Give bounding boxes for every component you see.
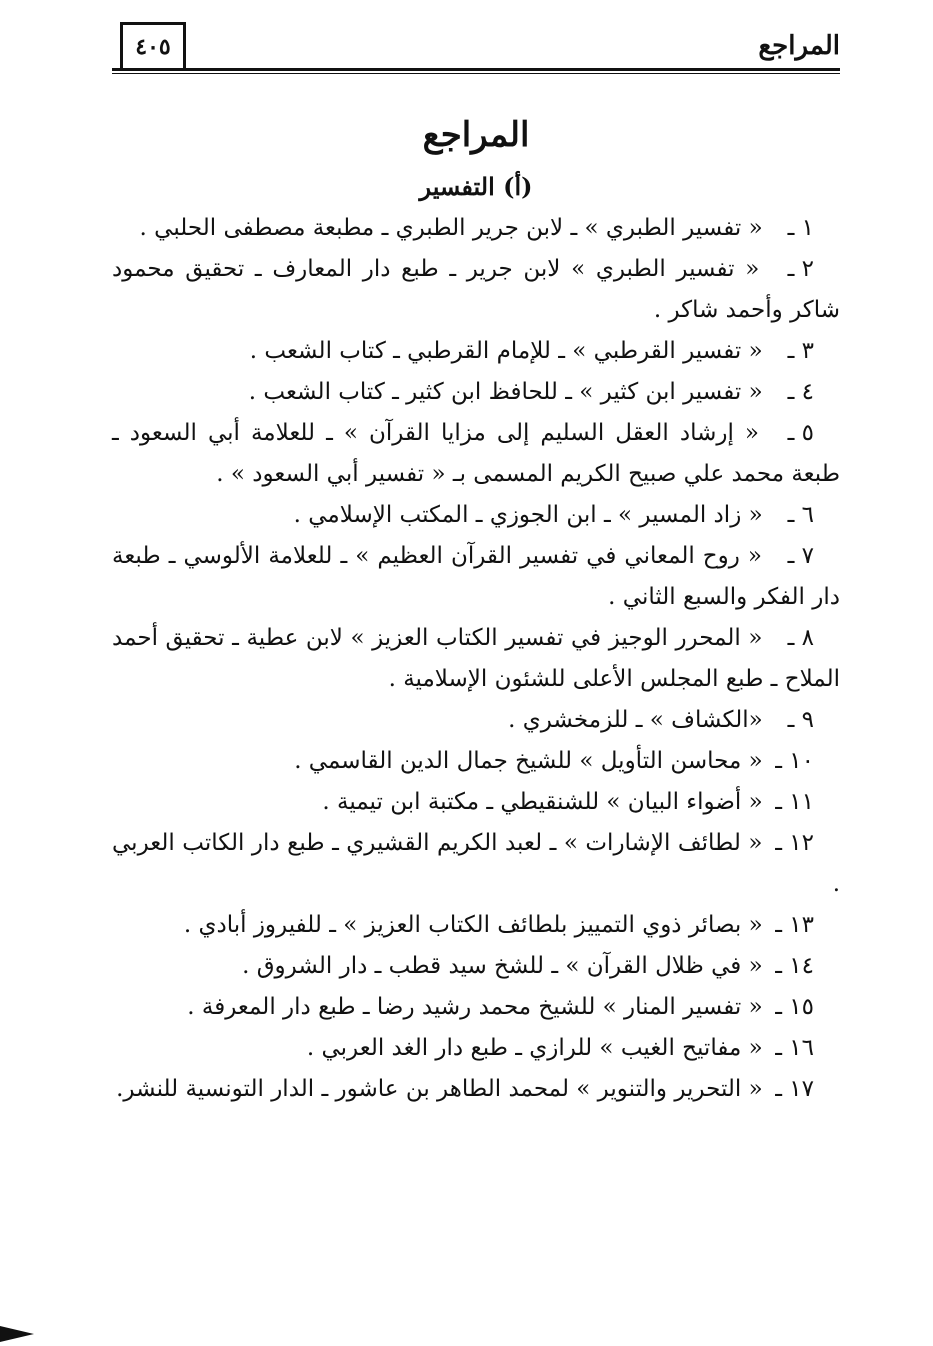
reference-item — [112, 413, 840, 495]
reference-number: ١٣ ـ — [775, 912, 814, 938]
reference-number: ٣ ـ — [787, 338, 814, 364]
reference-text: « أضواء البيان » للشنقيطي ـ مكتبة ابن تيمية . — [322, 789, 763, 815]
reference-item — [112, 946, 840, 987]
reference-item — [112, 741, 840, 782]
reference-text: « تفسير القرطبي » ـ للإمام القرطبي ـ كتاب الشعب . — [249, 338, 763, 364]
reference-item — [112, 823, 840, 905]
reference-number: ١٠ ـ — [775, 748, 814, 774]
reference-item — [112, 536, 840, 618]
reference-number: ١٦ ـ — [775, 1035, 814, 1061]
reference-text: « بصائر ذوي التمييز بلطائف الكتاب العزيز » ـ للفيروز أبادي . — [183, 912, 763, 938]
reference-number: ٨ ـ — [787, 625, 815, 651]
reference-number: ١٥ ـ — [775, 994, 814, 1020]
reference-number: ١٧ ـ — [775, 1076, 814, 1102]
page-title: المراجع — [422, 115, 530, 155]
reference-item — [112, 1028, 840, 1069]
reference-text: « روح المعاني في تفسير القرآن العظيم » ـ للعلامة الألوسي ـ طبعة دار الفكر والسبع الثاني . — [112, 543, 840, 610]
reference-text: « تفسير الطبري » ـ لابن جرير الطبري ـ مطبعة مصطفى الحلبي . — [139, 215, 763, 241]
header-rule-thin — [112, 73, 840, 74]
reference-item — [112, 618, 840, 700]
page-content — [112, 110, 840, 1110]
reference-text: « المحرر الوجيز في تفسير الكتاب العزيز » لابن عطية ـ تحقيق أحمد الملاح ـ طبع المجلس الأعلى للشئون الإسلامية . — [112, 625, 840, 692]
reference-text: « زاد المسير » ـ ابن الجوزي ـ المكتب الإسلامي . — [293, 502, 763, 528]
reference-item — [112, 208, 840, 249]
reference-text: « التحرير والتنوير » لمحمد الطاهر بن عاشور ـ الدار التونسية للنشر. — [116, 1076, 763, 1102]
reference-number: ٦ ـ — [787, 502, 814, 528]
reference-number: ٤ ـ — [787, 379, 814, 405]
section-title: (أ) التفسير — [419, 172, 533, 201]
reference-text: « محاسن التأويل » للشيخ جمال الدين القاسمي . — [294, 748, 763, 774]
reference-text: « تفسير الطبري » لابن جرير ـ طبع دار المعارف ـ تحقيق محمود شاكر وأحمد شاكر . — [112, 256, 840, 323]
page-number: ٤٠٥ — [120, 22, 186, 68]
reference-item — [112, 331, 840, 372]
page-header — [112, 22, 840, 74]
reference-item — [112, 1069, 840, 1110]
reference-list — [112, 208, 840, 1110]
reference-item — [112, 495, 840, 536]
reference-number: ٧ ـ — [787, 543, 814, 569]
reference-text: « إرشاد العقل السليم إلى مزايا القرآن » ـ للعلامة أبي السعود ـ طبعة محمد علي صبيح الكريم المسمى بـ « تفسير أبي السعود » . — [112, 420, 840, 487]
reference-item — [112, 905, 840, 946]
reference-item — [112, 987, 840, 1028]
reference-item — [112, 372, 840, 413]
reference-text: « في ظلال القرآن » ـ للشخ سيد قطب ـ دار الشروق . — [242, 953, 763, 979]
reference-number: ١١ ـ — [775, 789, 814, 815]
reference-text: « لطائف الإشارات » ـ لعبد الكريم القشيري ـ طبع دار الكاتب العربي . — [112, 830, 840, 897]
reference-number: ٥ ـ — [787, 420, 814, 446]
reference-item — [112, 700, 840, 741]
running-title: المراجع — [758, 31, 840, 61]
reference-text: « تفسير ابن كثير » ـ للحافظ ابن كثير ـ كتاب الشعب . — [248, 379, 763, 405]
reference-number: ٩ ـ — [787, 707, 814, 733]
reference-text: « مفاتيح الغيب » للرازي ـ طبع دار الغد العربي . — [306, 1035, 763, 1061]
reference-number: ٢ ـ — [787, 256, 814, 282]
header-rule — [112, 68, 840, 71]
page-corner-mark — [0, 1326, 34, 1342]
reference-text: «الكشاف » ـ للزمخشري . — [508, 707, 763, 733]
reference-number: ١ ـ — [787, 215, 814, 241]
reference-text: « تفسير المنار » للشيخ محمد رشيد رضا ـ طبع دار المعرفة . — [187, 994, 763, 1020]
reference-number: ١٢ ـ — [775, 830, 814, 856]
reference-item — [112, 782, 840, 823]
reference-item — [112, 249, 840, 331]
reference-number: ١٤ ـ — [775, 953, 814, 979]
